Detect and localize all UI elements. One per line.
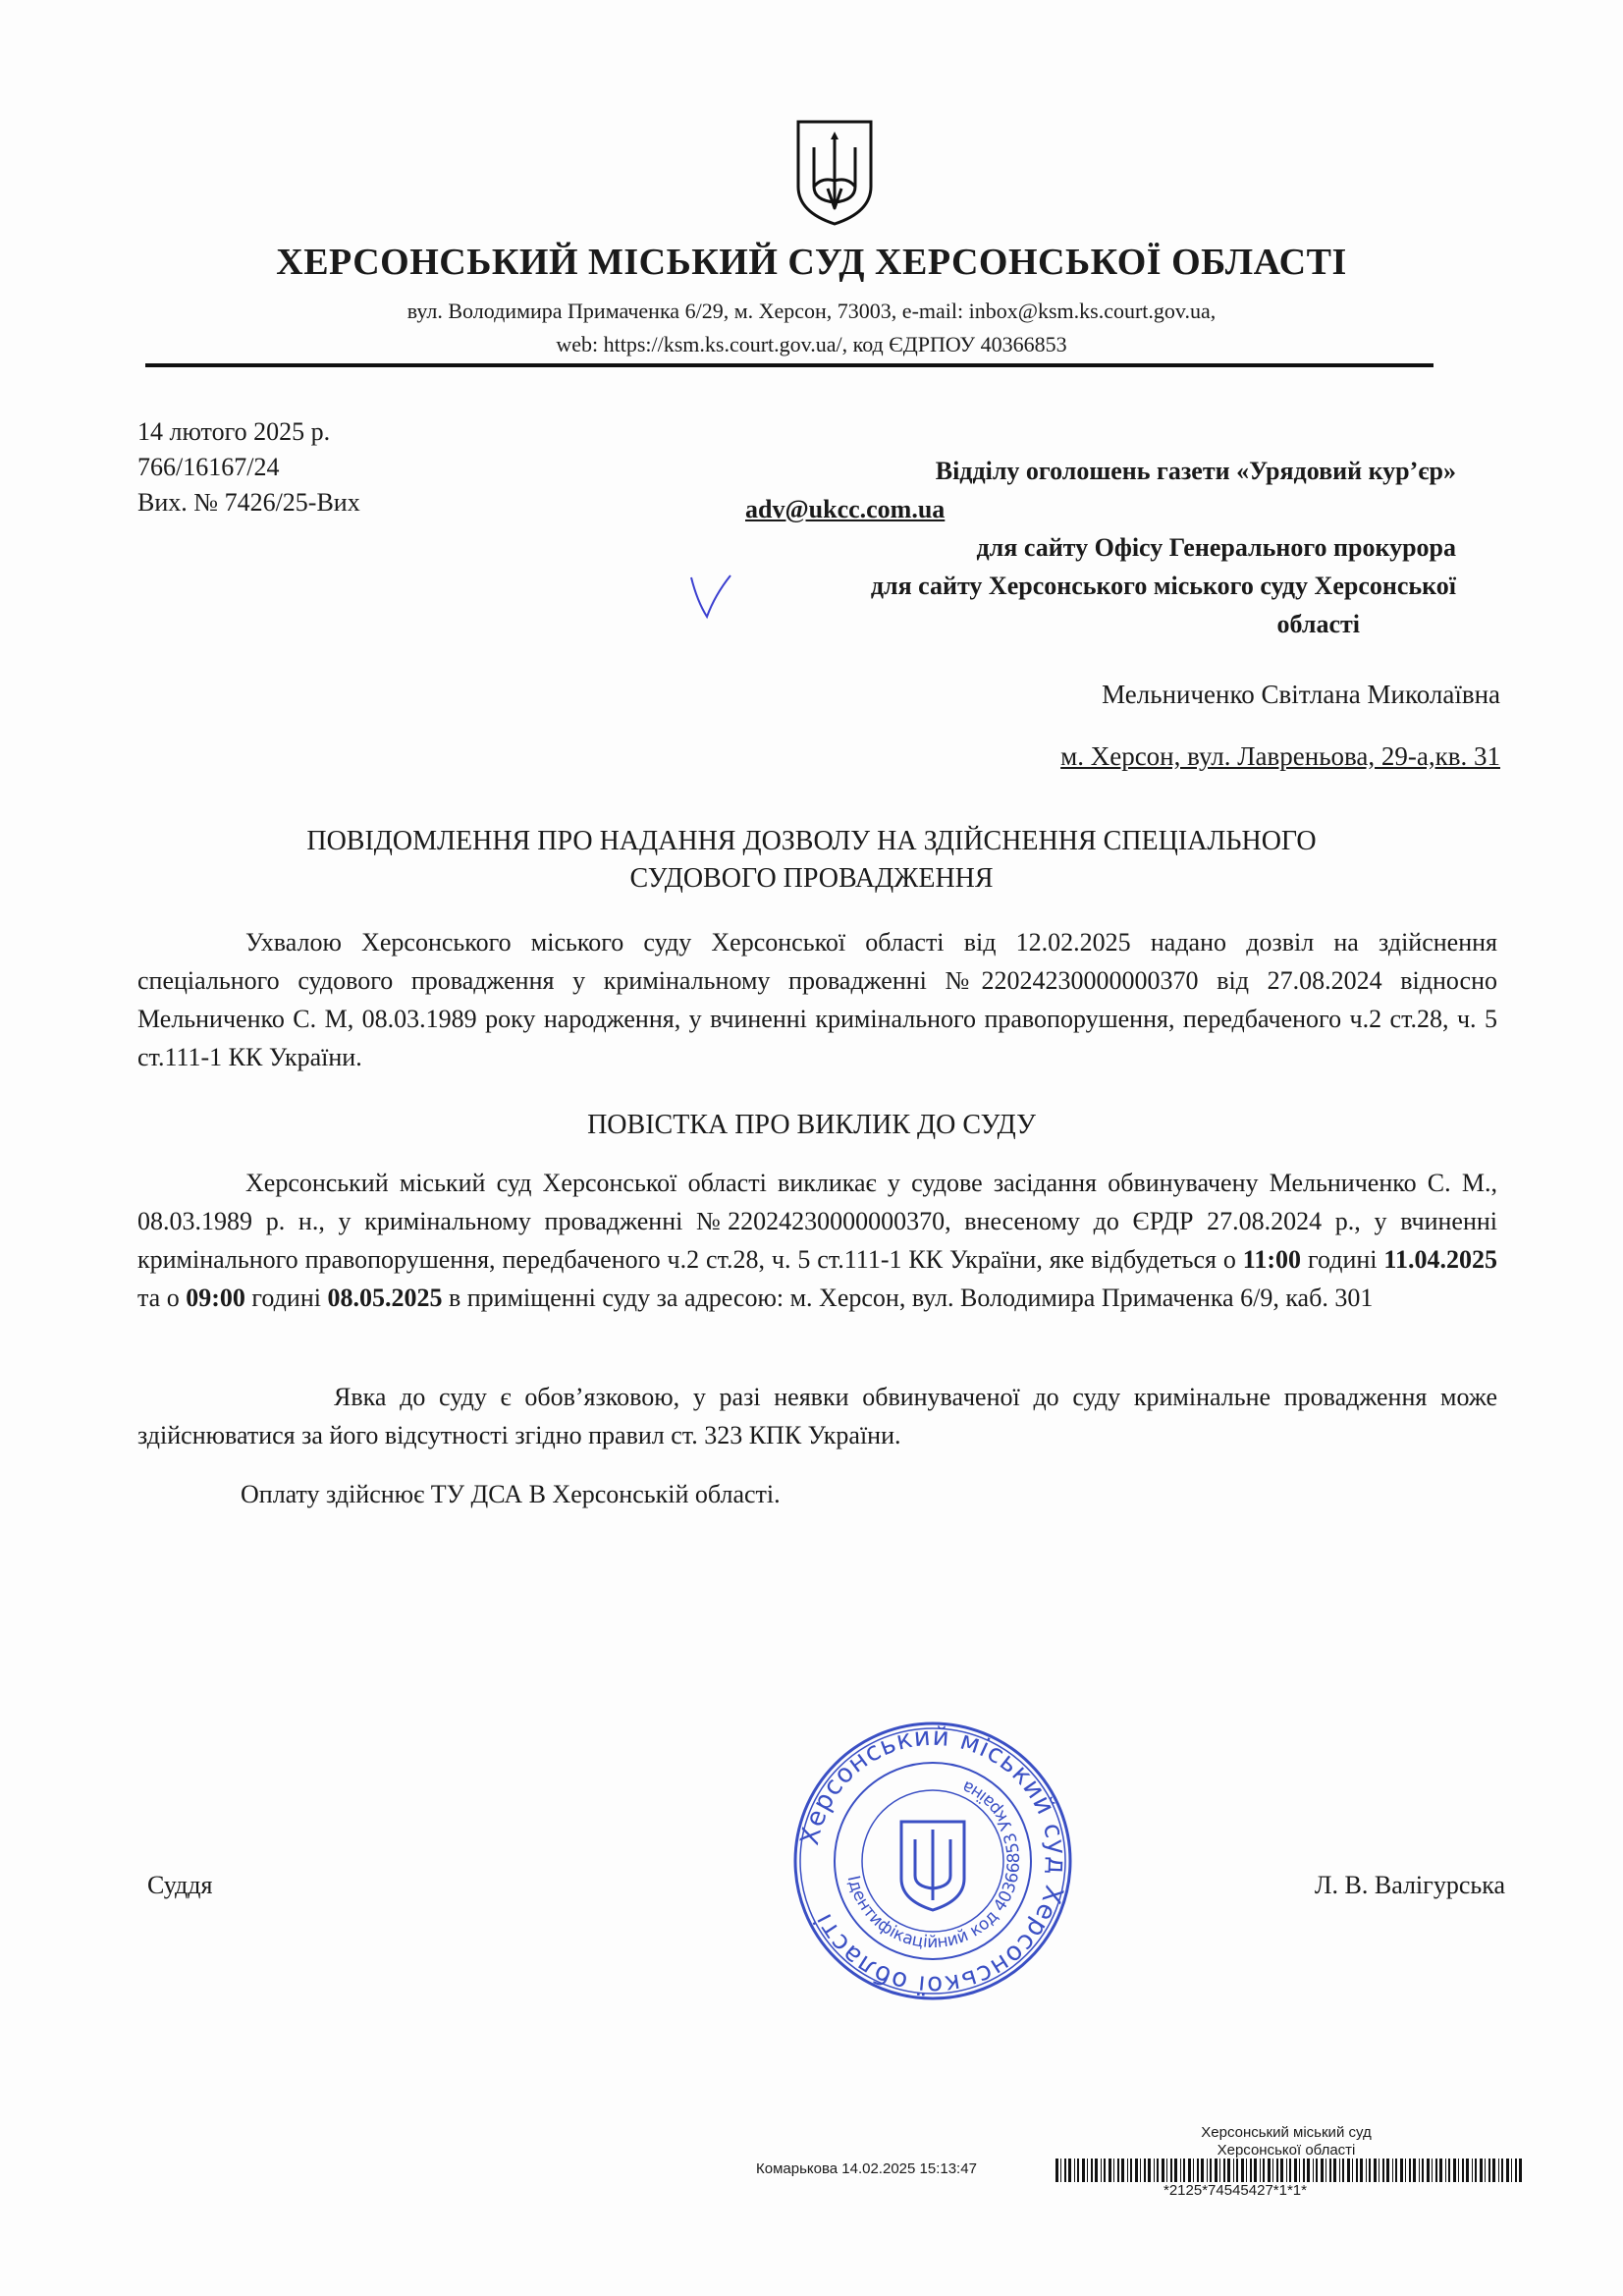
- summons-paragraph: [137, 1164, 1497, 1317]
- court-title: ХЕРСОНСЬКИЙ МІСЬКИЙ СУД ХЕРСОНСЬКОЇ ОБЛАСТІ: [276, 242, 1347, 283]
- notice-paragraph: Ухвалою Херсонського міського суду Херсонської області від 12.02.2025 надано дозвіл на здійснення спеціального судового провадження у кримінальному провадженні №22024230000000370 від 27.08.2024 відносно Мельниченко С. М, 08.03.1989 року народження, у вчиненні кримінального правопорушення, передбаченого ч.2 ст.28, ч. 5 ст.111-1 КК України.: [137, 928, 1497, 1071]
- hearing-time-2: 09:00: [186, 1284, 245, 1312]
- seal-inner-text: Ідентифікаційний код 40366853 Україна: [842, 1776, 1025, 1953]
- payment-note: Оплату здійснює ТУ ДСА В Херсонській області.: [241, 1480, 781, 1508]
- official-seal: [785, 1714, 1080, 2008]
- outgoing-number: Вих. № 7426/25-Вих: [137, 488, 360, 517]
- summons-text-b: годині: [1301, 1245, 1384, 1274]
- signature-name: Л. В. Валігурська: [1314, 1871, 1505, 1899]
- notice-title: [128, 823, 1495, 898]
- summons-text-e: в приміщенні суду за адресою: м. Херсон, вул. Володимира Примаченка 6/9, каб. 301: [442, 1284, 1374, 1312]
- summons-text-c: та о: [137, 1284, 187, 1312]
- footer-court: [1119, 2124, 1453, 2159]
- handwritten-checkmark-icon: [687, 572, 732, 623]
- barcode: [1055, 2159, 1527, 2182]
- signature-role: Суддя: [147, 1871, 213, 1899]
- hearing-time-1: 11:00: [1242, 1245, 1302, 1274]
- addressee-line-2: для сайту Офісу Генерального прокурора: [976, 533, 1456, 562]
- case-number: 766/16167/24: [137, 453, 280, 481]
- addressee-email: adv@ukcc.com.ua: [745, 495, 946, 523]
- addressee-line-4: області: [1276, 610, 1360, 638]
- summons-title: ПОВІСТКА ПРО ВИКЛИК ДО СУДУ: [587, 1110, 1036, 1140]
- notice-title-line-2: СУДОВОГО ПРОВАДЖЕННЯ: [629, 863, 994, 894]
- registration-stamp: Комарькова 14.02.2025 15:13:47: [756, 2160, 977, 2177]
- court-address: [0, 295, 1623, 361]
- header-divider: [145, 363, 1434, 367]
- summons-text-d: годині: [244, 1284, 328, 1312]
- addressee-line-3: для сайту Херсонського міського суду Херсонської: [870, 572, 1456, 600]
- attendance-paragraph: Явка до суду є обов’язковою, у разі неявки обвинуваченої до суду кримінальне провадження може здійснюватися за його відсутності згідно правил ст. 323 КПК України.: [137, 1383, 1497, 1449]
- hearing-date-1: 11.04.2025: [1383, 1245, 1497, 1274]
- notice-title-line-1: ПОВІДОМЛЕННЯ ПРО НАДАННЯ ДОЗВОЛУ НА ЗДІЙСНЕННЯ СПЕЦІАЛЬНОГО: [306, 826, 1317, 856]
- document-meta: [137, 414, 360, 520]
- address-line-2: web: https://ksm.ks.court.gov.ua/, код ЄДРПОУ 40366853: [556, 332, 1067, 356]
- barcode-code: *2125*74545427*1*1*: [1163, 2182, 1307, 2199]
- coat-of-arms-icon: [792, 118, 877, 228]
- recipient-name: Мельниченко Світлана Миколаївна: [1102, 680, 1500, 709]
- recipient-address: м. Херсон, вул. Лавреньова, 29-а,кв. 31: [1060, 741, 1500, 771]
- addressee-line-1: Відділу оголошень газети «Урядовий кур’єр»: [935, 457, 1456, 485]
- address-line-1: вул. Володимира Примаченка 6/29, м. Херсон, 73003, e-mail: inbox@ksm.ks.court.gov.ua,: [406, 299, 1217, 323]
- footer-court-line-2: Херсонської області: [1217, 2142, 1356, 2159]
- document-date: 14 лютого 2025 р.: [137, 417, 331, 446]
- summons-text-a: Херсонський міський суд Херсонської області викликає у судове засідання обвинувачену Мельниченко С. М., 08.03.1989 р. н., у кримінальному провадженні №22024230000000370, внесеному до ЄРДР 27.08.2024 р., у вчиненні кримінального правопорушення, передбаченого ч.2 ст.28, ч. 5 ст.111-1 КК України, яке відбудеться о: [137, 1169, 1497, 1274]
- seal-ring-text: Херсонський міський суд Херсонської області: [795, 1722, 1072, 2000]
- footer-court-line-1: Херсонський міський суд: [1201, 2124, 1372, 2141]
- hearing-date-2: 08.05.2025: [327, 1284, 443, 1312]
